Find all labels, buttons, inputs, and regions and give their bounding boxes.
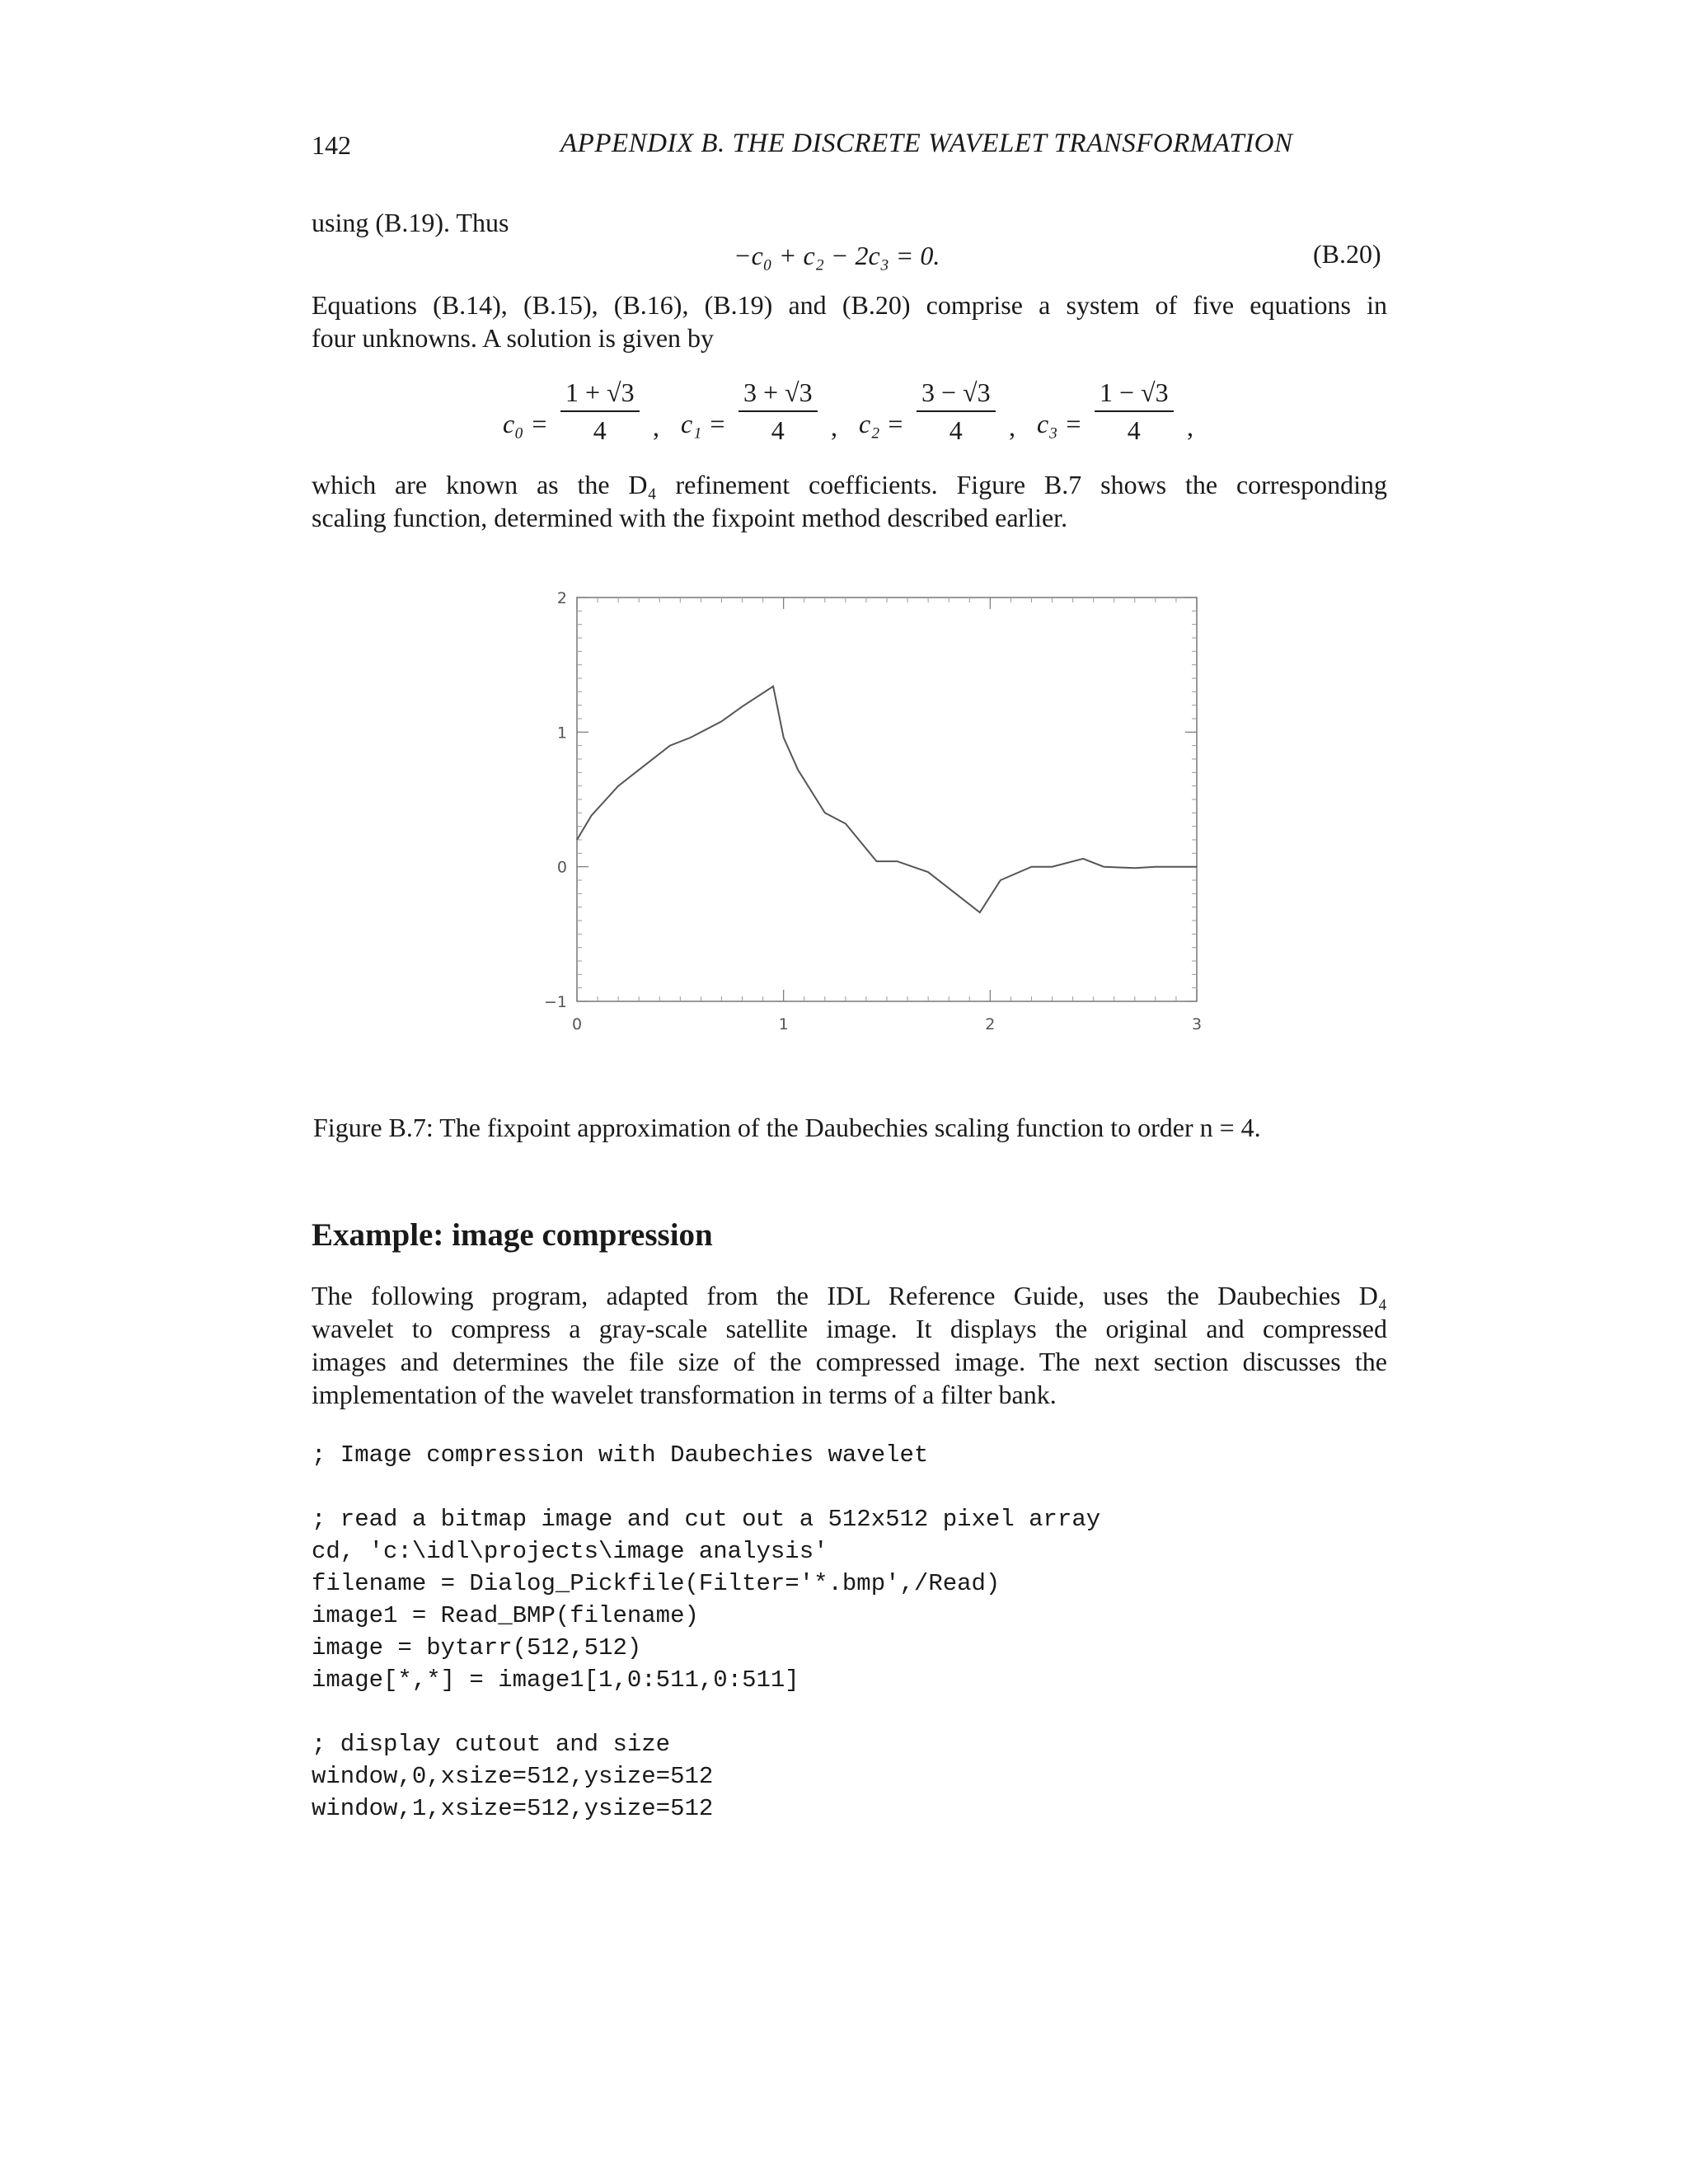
paragraph-line: implementation of the wavelet transformation in terms of a filter bank. <box>312 1380 1057 1409</box>
coefficient-fraction <box>917 377 996 445</box>
code-line <box>312 1471 1100 1503</box>
x-tick-label: 2 <box>985 1015 996 1033</box>
x-tick-label: 3 <box>1191 1015 1203 1033</box>
code-line: cd, 'c:\idl\projects\image analysis' <box>312 1538 828 1565</box>
code-listing <box>312 1439 1100 1825</box>
paragraph-1-line-2: four unknowns. A solution is given by <box>312 323 715 353</box>
code-line <box>312 1696 1100 1728</box>
y-tick-label: 2 <box>556 589 567 607</box>
fraction-denominator: 4 <box>771 415 785 445</box>
code-line: ; Image compression with Daubechies wavelet <box>312 1441 929 1469</box>
separator: , <box>1009 412 1015 442</box>
paragraph-line: wavelet to compress a gray-scale satellite image. It displays the original and compressed <box>312 1314 1387 1343</box>
fraction-numerator: 3 + √3 <box>738 377 818 412</box>
coefficient-fraction <box>560 377 640 445</box>
separator: , <box>653 412 659 442</box>
equation-b20-label: (B.20) <box>1313 239 1381 269</box>
paragraph-line: The following program, adapted from the IDL Reference Guide, uses the Daubechies D₄ <box>312 1281 1387 1310</box>
code-line: ; read a bitmap image and cut out a 512x512 pixel array <box>312 1506 1101 1533</box>
page-number: 142 <box>312 130 351 160</box>
fraction-numerator: 1 + √3 <box>560 377 640 412</box>
coefficient-name: c₁ = <box>681 409 726 438</box>
scaling-function-line <box>577 687 1197 912</box>
y-tick-label: 1 <box>556 724 567 743</box>
code-line: image[*,*] = image1[1,0:511,0:511] <box>312 1666 799 1694</box>
equation-b20: −c₀ + c₂ − 2c₃ = 0. <box>734 241 940 270</box>
running-title: APPENDIX B. THE DISCRETE WAVELET TRANSFORMATION <box>560 129 1293 158</box>
coefficient-fraction <box>1095 377 1174 445</box>
coefficient-name: c₃ = <box>1037 409 1082 438</box>
x-tick-label: 1 <box>778 1015 789 1033</box>
paragraph-line: images and determines the file size of the compressed image. The next section discusses the <box>312 1347 1387 1376</box>
code-line: filename = Dialog_Pickfile(Filter='*.bmp',/Read) <box>312 1570 1001 1597</box>
fraction-numerator: 1 − √3 <box>1095 377 1174 412</box>
code-line: image = bytarr(512,512) <box>312 1634 642 1661</box>
code-line: window,0,xsize=512,ysize=512 <box>312 1763 714 1790</box>
y-tick-label: 0 <box>556 858 567 877</box>
code-line: window,1,xsize=512,ysize=512 <box>312 1795 714 1822</box>
figure-caption: Figure B.7: The fixpoint approximation of the Daubechies scaling function to order n = 4. <box>313 1113 1261 1142</box>
scaling-function-chart <box>511 577 1236 1055</box>
intro-line: using (B.19). Thus <box>312 208 509 237</box>
x-tick-label: 0 <box>571 1015 583 1033</box>
y-tick-label: −1 <box>543 993 567 1011</box>
fraction-denominator: 4 <box>593 415 607 445</box>
separator: , <box>1187 412 1193 442</box>
code-line: image1 = Read_BMP(filename) <box>312 1602 699 1629</box>
fraction-denominator: 4 <box>949 415 963 445</box>
section-paragraph <box>312 1279 1387 1411</box>
coefficient-name: c₂ = <box>859 409 904 438</box>
fraction-denominator: 4 <box>1127 415 1141 445</box>
section-heading: Example: image compression <box>312 1217 713 1253</box>
code-line: ; display cutout and size <box>312 1731 671 1758</box>
separator: , <box>831 412 837 442</box>
paragraph-2-line-2: scaling function, determined with the fixpoint method described earlier. <box>312 503 1068 532</box>
paragraph-1-line-1: Equations (B.14), (B.15), (B.16), (B.19) and (B.20) comprise a system of five equations in <box>312 290 1387 320</box>
paragraph-2-line-1: which are known as the D₄ refinement coefficients. Figure B.7 shows the corresponding <box>312 470 1387 499</box>
coefficient-name: c₀ = <box>503 409 548 438</box>
plot-frame <box>577 598 1197 1001</box>
coefficient-fraction <box>738 377 818 445</box>
fraction-numerator: 3 − √3 <box>917 377 996 412</box>
